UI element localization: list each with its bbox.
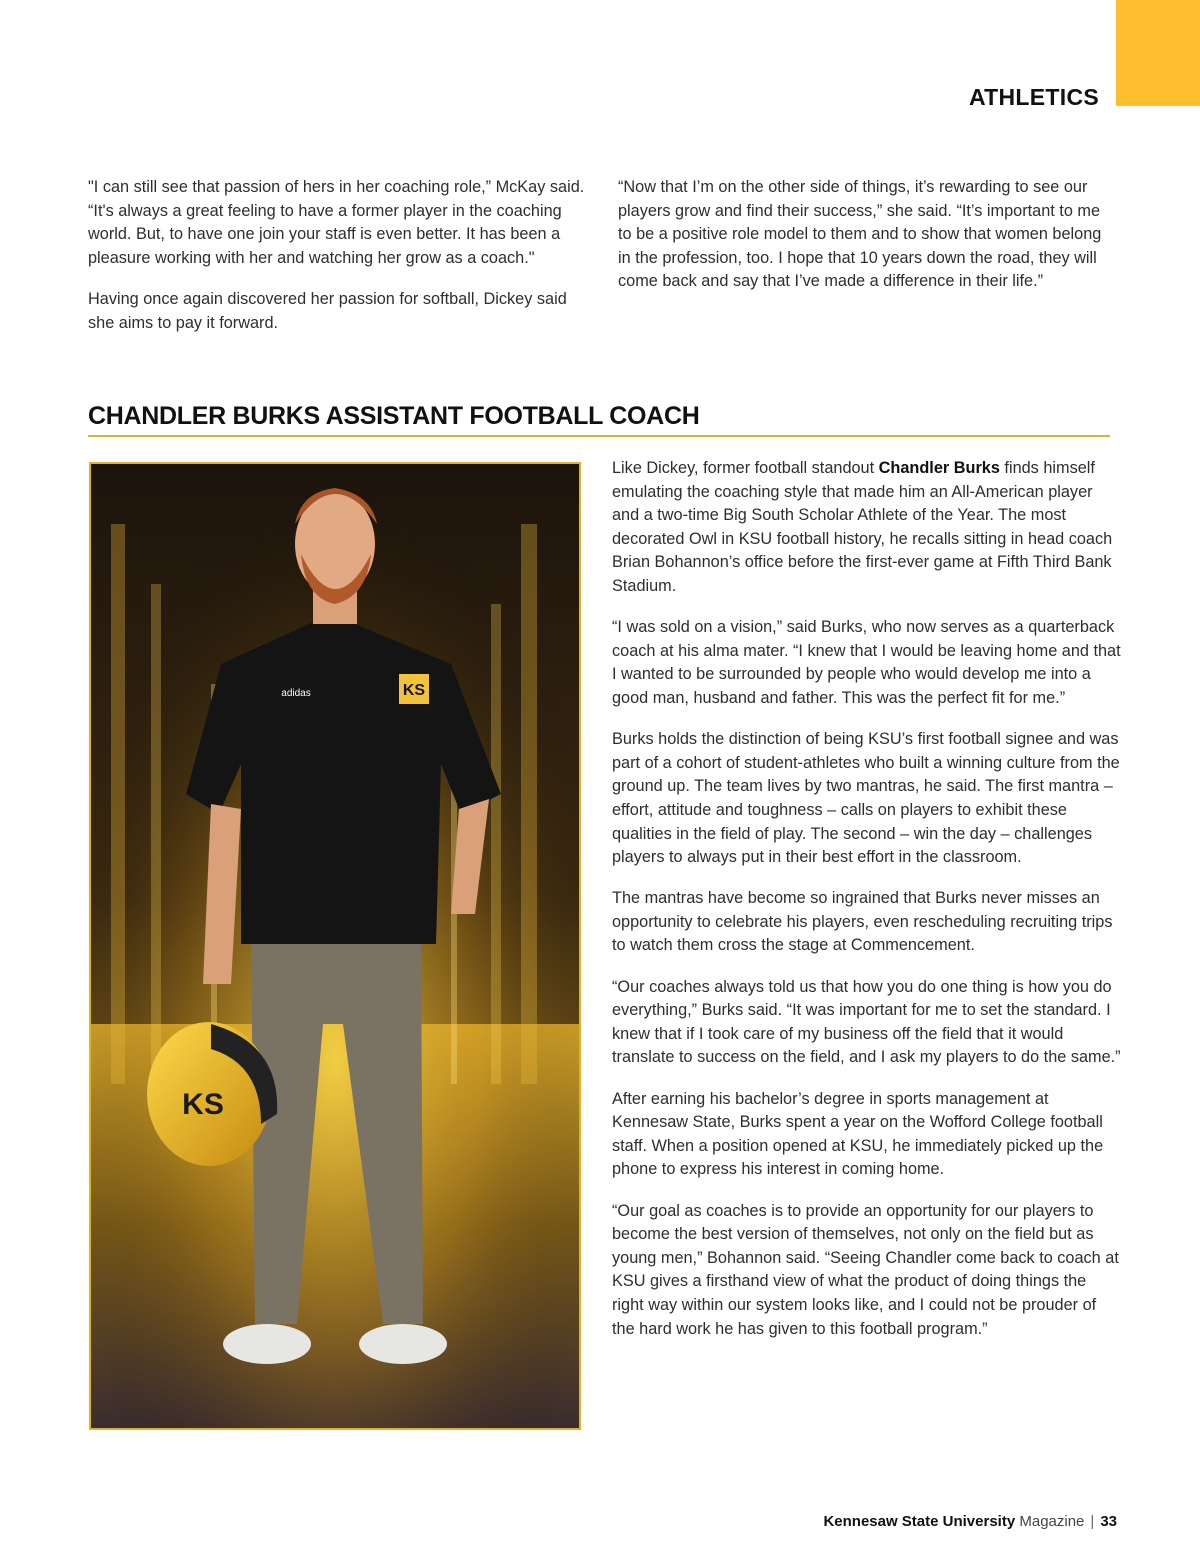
page-footer	[823, 1513, 1117, 1530]
intro-right-paragraph-1: “Now that I’m on the other side of things, it’s rewarding to see our players grow and find their success,” she said. “It’s important to me to be a positive role model to them and to show that women belong in the profession, too. I hope that 10 years down the road, they will come back and say that I’ve made a difference in their life.”	[618, 178, 1102, 291]
shirt-brand: adidas	[281, 688, 311, 699]
profile-lead-paragraph	[612, 457, 1122, 599]
footer-magazine: Magazine	[1019, 1513, 1085, 1530]
profile-paragraph-3: The mantras have become so ingrained that Burks never misses an opportunity to celebrate his players, even rescheduling recruiting trips to watch them cross the stage at Commencement.	[612, 889, 1113, 955]
section-color-tab	[1116, 0, 1200, 106]
intro-left-column	[88, 176, 588, 354]
lead-text-end: finds himself emulating the coaching style that made him an All-American player and a two-time Big South Scholar Athlete of the Year. The most decorated Owl in KSU football history, he recalls sitting in head coach Brian Bohannon’s office before the first-ever game at Fifth Third Bank Stadium.	[612, 459, 1113, 595]
profile-paragraph-6: “Our goal as coaches is to provide an opportunity for our players to become the best version of themselves, not only on the field but as young men,” Bohannon said. “Seeing Chandler come back to coach at KSU gives a firsthand view of what the product of doing things the right way within our system looks like, and I could not be prouder of the hard work he has given to this football program.”	[612, 1201, 1119, 1338]
headline-rule	[88, 435, 1110, 437]
intro-left-paragraph-2: Having once again discovered her passion for softball, Dickey said she aims to pay it forward.	[88, 290, 567, 332]
lead-name: Chandler Burks	[878, 459, 1000, 477]
profile-headline	[88, 400, 699, 432]
profile-paragraph-4: “Our coaches always told us that how you do one thing is how you do everything,” Burks said. “It was important for me to set the standard. I knew that if I took care of my business off the field that it would translate to success on the field, and I ask my players to do the same.”	[612, 977, 1121, 1067]
page-number: 33	[1100, 1513, 1117, 1530]
lead-text-start: Like Dickey, former football standout	[612, 459, 879, 477]
section-label: ATHLETICS	[968, 84, 1099, 110]
svg-text:KS: KS	[182, 1088, 224, 1121]
profile-paragraph-5: After earning his bachelor’s degree in sports management at Kennesaw State, Burks spent a year on the Wofford College football staff. When a position opened at KSU, he immediately picked up the phone to express his interest in coming home.	[612, 1089, 1104, 1179]
svg-text:KS: KS	[402, 682, 426, 699]
shirt-logo	[399, 674, 429, 704]
footer-university: Kennesaw State University	[823, 1513, 1016, 1530]
profile-paragraph-1: “I was sold on a vision,” said Burks, who now serves as a quarterback coach at his alma mater. “I knew that I would be leaving home and that I wanted to be surrounded by people who would develop me into a good man, husband and father. This was the perfect fit for me.”	[612, 618, 1121, 707]
profile-body	[612, 457, 1122, 1359]
profile-name: CHANDLER BURKS	[88, 402, 320, 430]
intro-left-paragraph-1: "I can still see that passion of hers in her coaching role,” McKay said. “It's always a great feeling to have a former player in the coaching world. But, to have one join your staff is even better. It has been a pleasure working with her and watching her grow as a coach."	[88, 178, 585, 267]
profile-paragraph-2: Burks holds the distinction of being KSU’s first football signee and was part of a cohort of student-athletes who built a winning culture from the ground up. The team lives by two mantras, he said. The first mantra – effort, attitude and toughness – calls on players to exhibit these qualities in the field of play. The second – win the day – challenges players to always put in their best effort in the classroom.	[612, 730, 1120, 867]
intro-right-column	[618, 176, 1118, 312]
coach-photo	[89, 462, 581, 1430]
profile-title: ASSISTANT FOOTBALL COACH	[325, 402, 700, 430]
footer-separator: |	[1090, 1513, 1095, 1530]
